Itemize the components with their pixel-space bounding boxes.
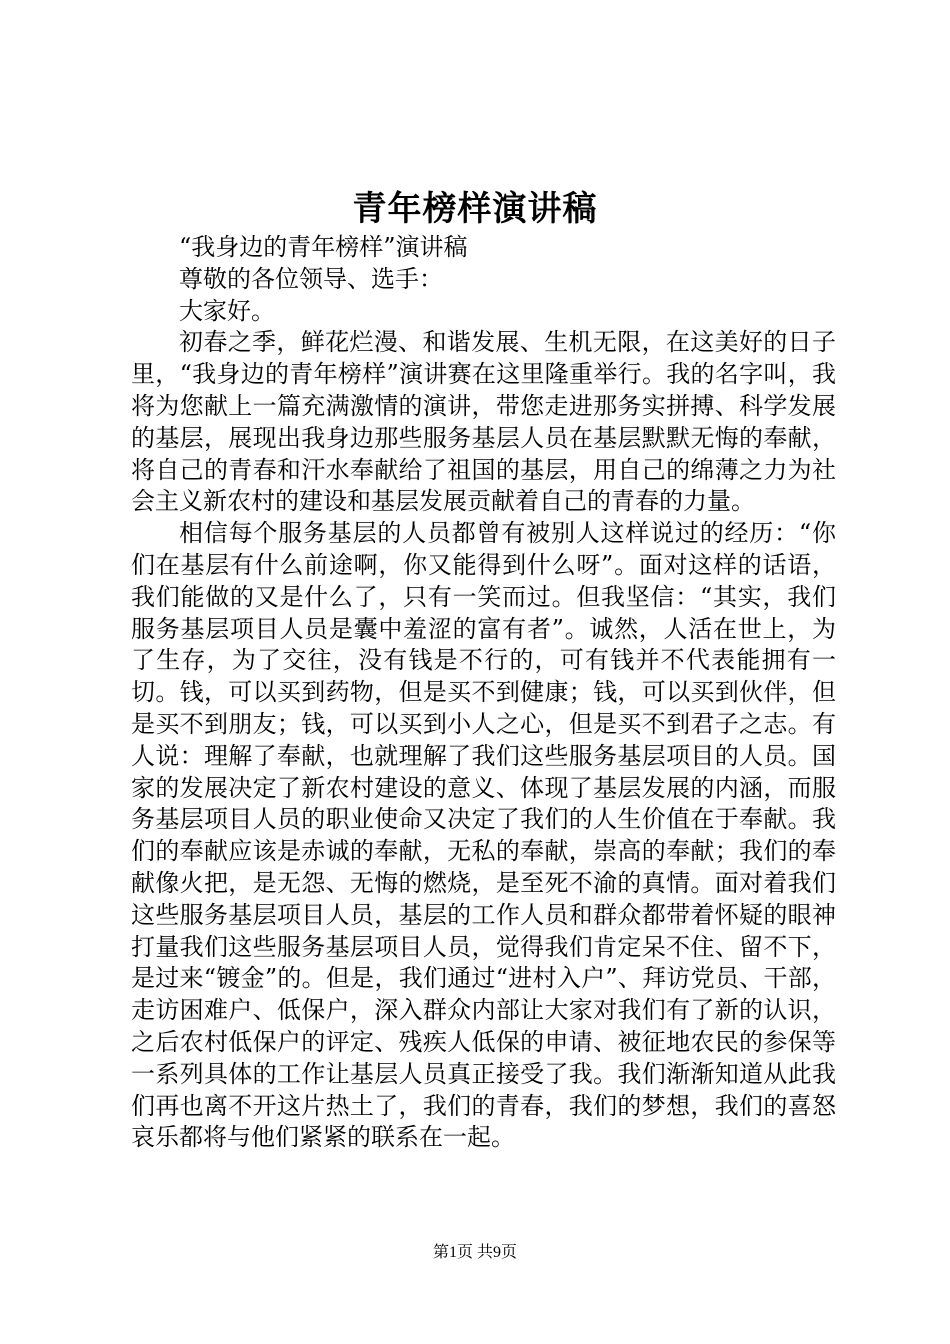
body-paragraph: 相信每个服务基层的人员都曾有被别人这样说过的经历：“你们在基层有什么前途啊，你又能得到什么呀”。面对这样的话语，我们能做的又是什么了，只有一笑而过。但我坚信：“其实，我们服务基层项目人员是囊中羞涩的富有者”。诚然，人活在世上，为了生存，为了交往，没有钱是不行的，可有钱并不代表能拥有一切。钱，可以买到药物，但是买不到健康；钱，可以买到伙伴，但是买不到朋友；钱，可以买到小人之心，但是买不到君子之志。有人说：理解了奉献，也就理解了我们这些服务基层项目的人员。国家的发展决定了新农村建设的意义、体现了基层发展的内涵，而服务基层项目人员的职业使命又决定了我们的人生价值在于奉献。我们的奉献应该是赤诚的奉献，无私的奉献，崇高的奉献；我们的奉献像火把，是无怨、无悔的燃烧，是至死不渝的真情。面对着我们这些服务基层项目人员，基层的工作人员和群众都带着怀疑的眼神打量我们这些服务基层项目人员，觉得我们肯定呆不住、留不下，是过来“镀金”的。但是，我们通过“进村入户”、拜访党员、干部，走访困难户、低保户，深入群众内部让大家对我们有了新的认识，之后农村低保户的评定、残疾人低保的申请、被征地农民的参保等一系列具体的工作让基层人员真正接受了我。我们渐渐知道从此我们再也离不开这片热土了，我们的青春，我们的梦想，我们的喜怒哀乐都将与他们紧紧的联系在一起。 xyxy=(131,519,836,1152)
document-title: 青年榜样演讲稿 xyxy=(352,189,598,229)
greeting: 大家好。 xyxy=(179,296,275,325)
document-body xyxy=(131,232,836,1154)
salutation: 尊敬的各位领导、选手： xyxy=(179,264,443,293)
body-paragraph: 初春之季，鲜花烂漫、和谐发展、生机无限，在这美好的日子里，“我身边的青年榜样”演讲赛在这里隆重举行。我的名字叫，我将为您献上一篇充满激情的演讲，带您走进那务实拼搏、科学发展的基层，展现出我身边那些服务基层人员在基层默默无悔的奉献，将自己的青春和汗水奉献给了祖国的基层，用自己的绵薄之力为社会主义新农村的建设和基层发展贡献着自己的青春的力量。 xyxy=(131,328,836,516)
speech-heading: “我身边的青年榜样”演讲稿 xyxy=(179,233,468,261)
page-number-footer: 第1页 共9页 xyxy=(432,1244,517,1261)
